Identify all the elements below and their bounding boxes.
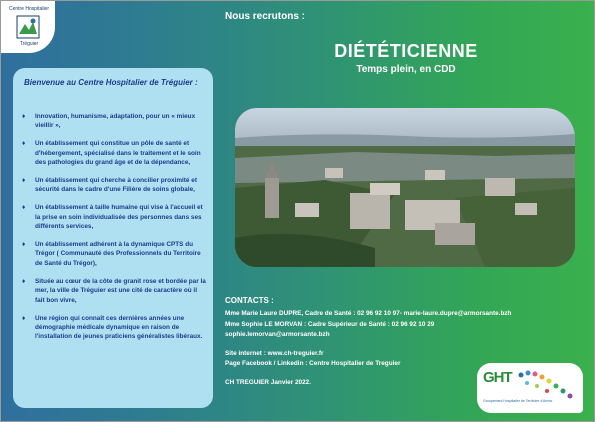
logo-town: Tréguier [19, 41, 39, 47]
list-item: ♦ Innovation, humanisme, adaptation, pour un « mieux vieillir », [22, 113, 196, 130]
contact-email-lemorvan: sophie.lemorvan@armorsante.bzh [225, 331, 330, 339]
ght-logo [477, 363, 583, 413]
diamond-bullet-icon: ♦ [22, 241, 26, 249]
contacts-title: CONTACTS : [225, 296, 274, 305]
contact-line-lemorvan: Mme Sophie LE MORVAN : Cadre Supérieur de Santé : 02 96 92 10 29 [225, 320, 435, 328]
ght-dots-icon [517, 369, 577, 401]
aerial-photo-illustration [235, 108, 575, 267]
hospital-emblem-icon [15, 14, 41, 40]
diamond-bullet-icon: ♦ [22, 177, 26, 185]
welcome-panel [13, 68, 213, 408]
hospital-logo [1, 1, 55, 53]
facebook-line: Page Facebook / Linkedin : Centre Hospitalier de Treguier [225, 360, 401, 368]
list-item: ♦ Un établissement adhérent à la dynamique CPTS du Trégor ( Communauté des Professionnels du Territoire de Santé du Trégor), [22, 241, 201, 267]
job-title: DIÉTÉTICIENNE [334, 41, 478, 61]
welcome-heading: Bienvenue au Centre Hospitalier de Tréguier : [24, 78, 198, 87]
diamond-bullet-icon: ♦ [22, 204, 26, 212]
ght-subtitle: Groupement Hospitalier de Territoire d'Armor [483, 399, 553, 403]
diamond-bullet-icon: ♦ [22, 140, 26, 148]
list-item: ♦ Un établissement qui constitue un pôle de santé et d'hébergement, spécialisé dans le traitement et le soin des pathologies du grand âge et de la dépendance, [22, 140, 201, 167]
diamond-bullet-icon: ♦ [22, 277, 26, 285]
publication-date: CH TREGUIER Janvier 2022. [225, 379, 311, 387]
job-subtitle: Temps plein, en CDD [356, 64, 456, 75]
ght-letters: GHT [483, 369, 512, 386]
recruit-heading: Nous recrutons : [225, 11, 306, 22]
list-item: ♦ Située au cœur de la côte de granit rose et bordée par la mer, la ville de Tréguier est une cité de caractère où il fait bon vivre, [22, 277, 206, 304]
website-line: Site internet : www.ch-treguier.fr [225, 349, 324, 357]
list-item: ♦ Une région qui connaît ces dernières années une démographie médicale dynamique en raison de l'installation de jeunes praticiens généralistes libéraux. [22, 314, 203, 341]
diamond-bullet-icon: ♦ [22, 314, 26, 322]
contact-line-dupre: Mme Marie Laure DUPRE, Cadre de Santé : 02 96 92 10 97- marie-laure.dupre@armorsante.bzh [225, 310, 512, 318]
diamond-bullet-icon: ♦ [22, 113, 26, 120]
list-item: ♦ Un établissement qui cherche à concilier proximité et sécurité dans le cadre d'une Filière de soins globale, [22, 177, 197, 194]
logo-name: Centre Hospitalier [8, 6, 50, 12]
list-item: ♦ Un établissement à taille humaine qui vise à l'accueil et la prise en soin individualisée des personnes dans ses différents services, [22, 204, 203, 231]
aerial-town-photo [235, 108, 575, 267]
advantages-list [22, 112, 208, 350]
